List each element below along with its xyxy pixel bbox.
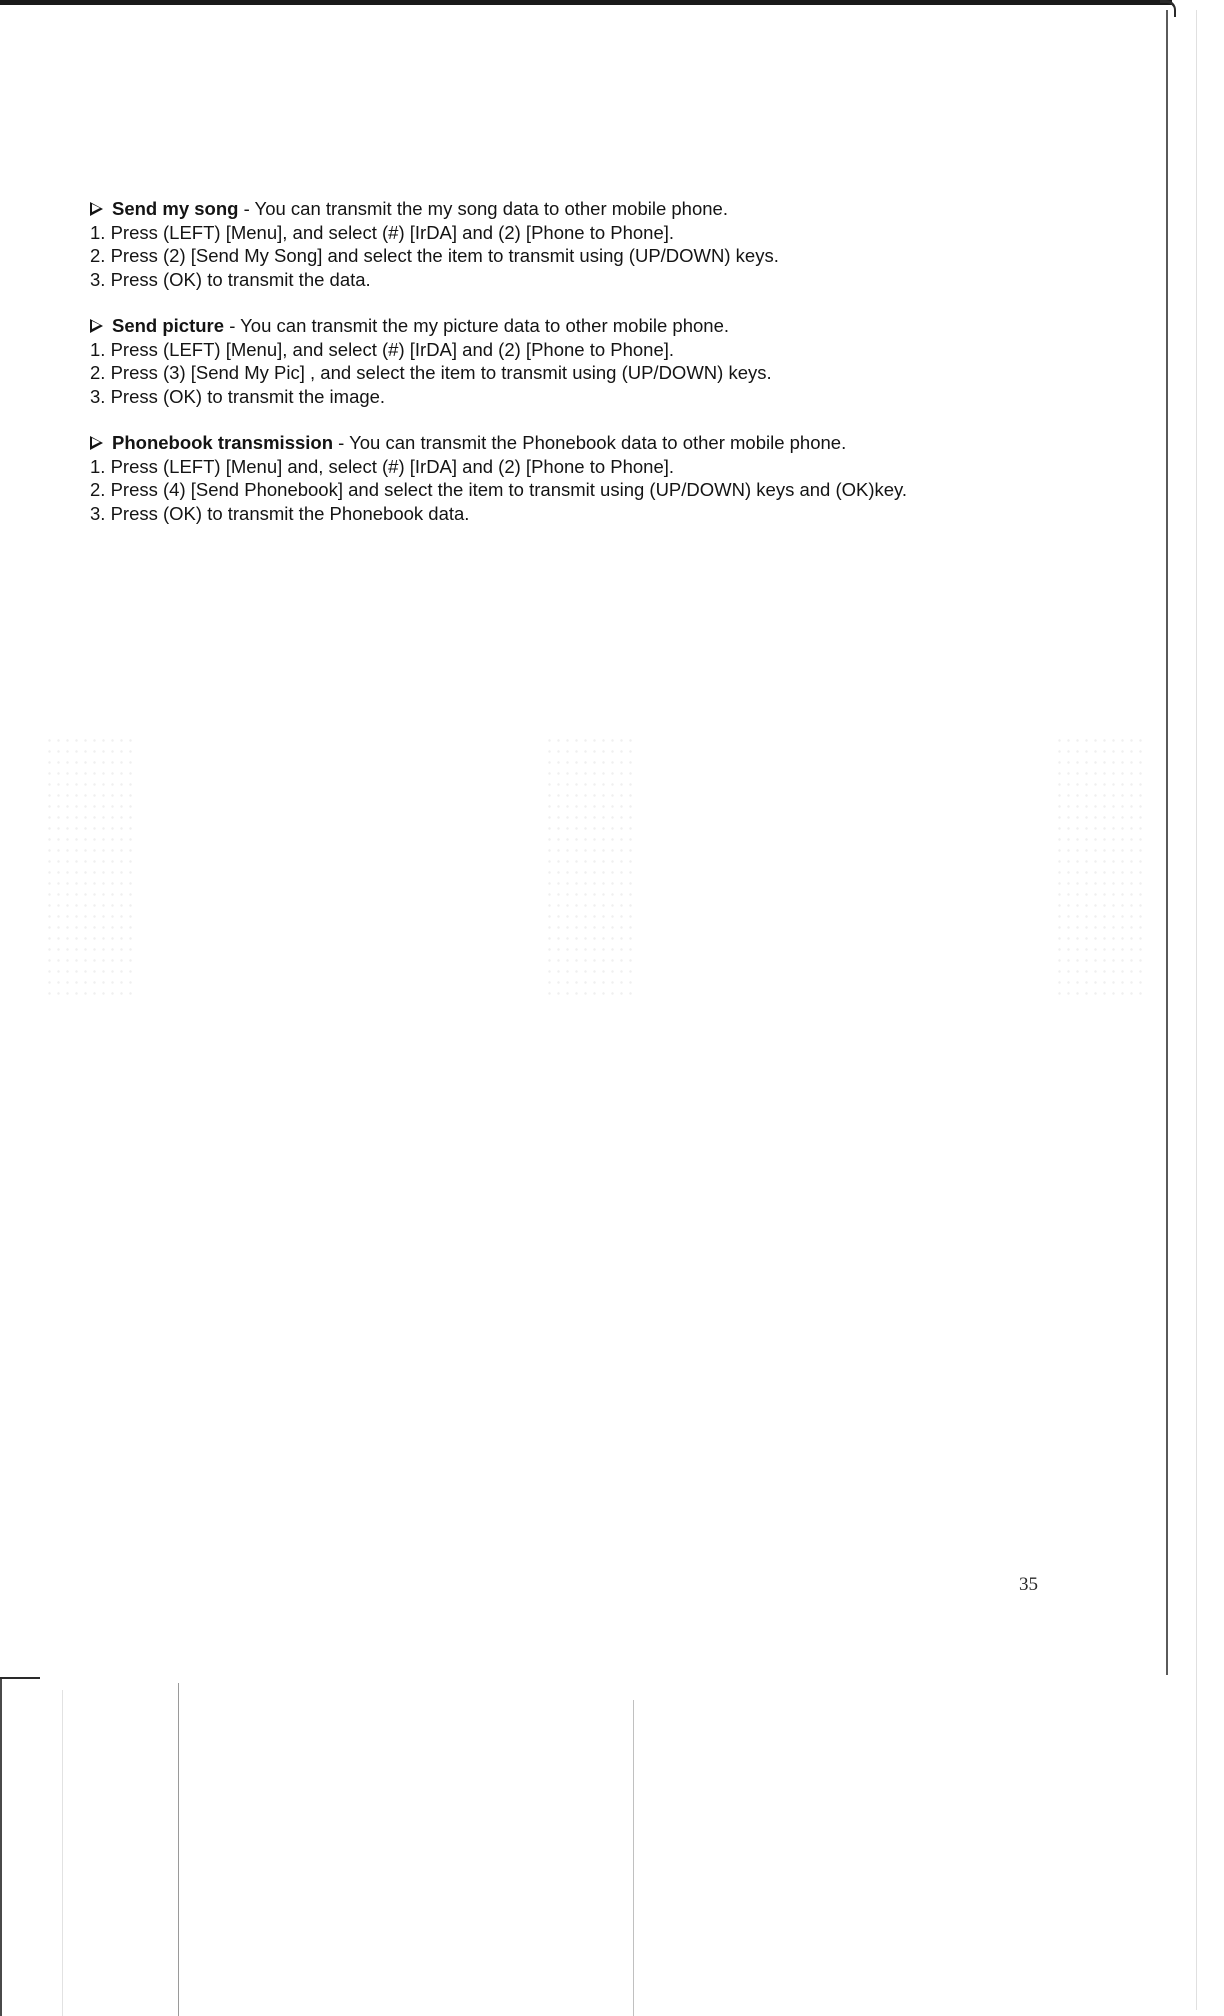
step-item: 1. Press (LEFT) [Menu], and select (#) [IrDA] and (2) [Phone to Phone]. bbox=[90, 338, 675, 360]
scan-edge-right-faint bbox=[1196, 10, 1197, 2010]
scan-line bbox=[62, 1690, 63, 2016]
triangle-right-icon bbox=[90, 436, 103, 450]
section-title: Send picture bbox=[112, 315, 225, 336]
step-item: 2. Press (4) [Send Phonebook] and select the item to transmit using (UP/DOWN) keys and (OK)key. bbox=[90, 479, 908, 500]
scan-corner bbox=[1160, 0, 1176, 17]
step-item: 2. Press (3) [Send My Pic] , and select the item to transmit using (UP/DOWN) keys. bbox=[90, 362, 772, 383]
section-description: - You can transmit the my picture data to other mobile phone. bbox=[224, 315, 729, 336]
section-send-picture bbox=[90, 314, 1140, 408]
step-item: 3. Press (OK) to transmit the Phonebook data. bbox=[90, 502, 470, 524]
scan-edge-left bbox=[0, 1679, 2, 2016]
section-description: - You can transmit the Phonebook data to other mobile phone. bbox=[333, 432, 847, 453]
scan-border-top bbox=[0, 0, 1172, 5]
bleed-through bbox=[1055, 735, 1145, 995]
scan-edge-right bbox=[1166, 10, 1168, 1675]
section-send-my-song bbox=[90, 197, 1140, 291]
section-title: Send my song bbox=[112, 198, 239, 219]
section-heading bbox=[90, 431, 1140, 455]
bleed-through bbox=[545, 735, 635, 995]
section-heading bbox=[90, 197, 1140, 221]
section-description: - You can transmit the my song data to other mobile phone. bbox=[238, 198, 728, 219]
step-item: 1. Press (LEFT) [Menu], and select (#) [IrDA] and (2) [Phone to Phone]. bbox=[90, 221, 675, 243]
page-number: 35 bbox=[1019, 1574, 1038, 1595]
step-item: 1. Press (LEFT) [Menu] and, select (#) [IrDA] and (2) [Phone to Phone]. bbox=[90, 455, 675, 477]
triangle-right-icon bbox=[90, 202, 103, 216]
step-item: 2. Press (2) [Send My Song] and select the item to transmit using (UP/DOWN) keys. bbox=[90, 245, 779, 266]
scan-line bbox=[178, 1683, 179, 2016]
step-item: 3. Press (OK) to transmit the data. bbox=[90, 268, 371, 290]
scan-line bbox=[633, 1700, 634, 2016]
section-title: Phonebook transmission bbox=[112, 432, 334, 453]
step-item: 3. Press (OK) to transmit the image. bbox=[90, 385, 386, 407]
scan-mark-left bbox=[0, 1677, 40, 1679]
document-body bbox=[90, 197, 1140, 548]
section-phonebook-transmission bbox=[90, 431, 1140, 525]
section-heading bbox=[90, 314, 1140, 338]
bleed-through bbox=[45, 735, 135, 995]
triangle-right-icon bbox=[90, 319, 103, 333]
